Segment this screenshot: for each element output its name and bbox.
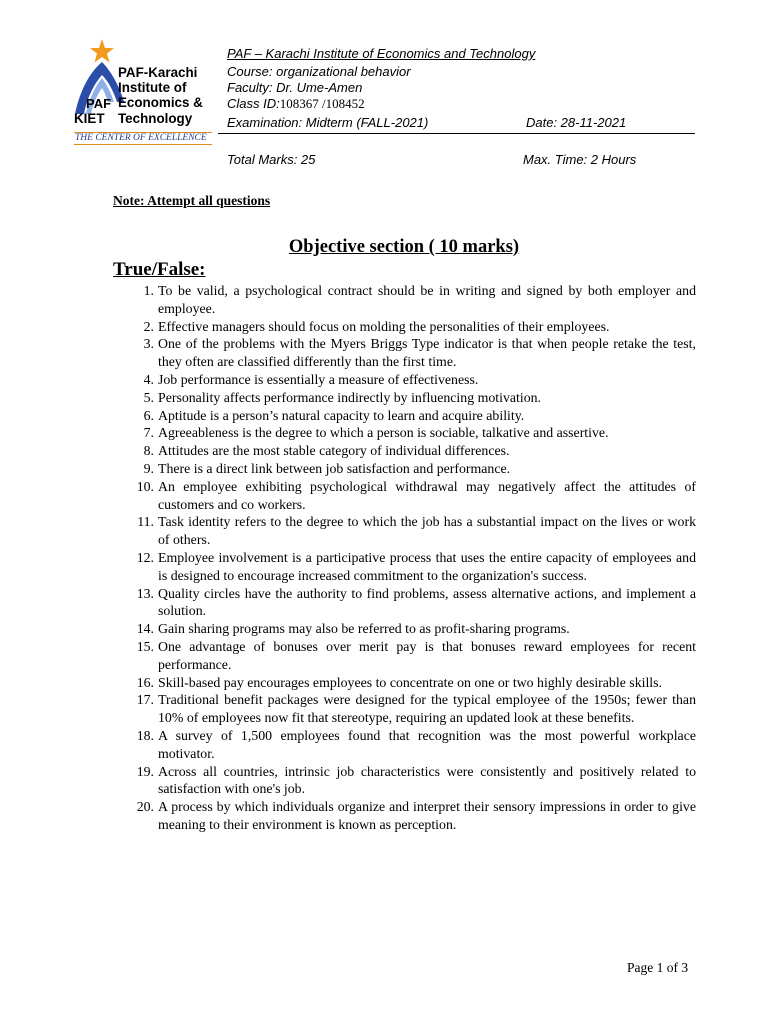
- question-number: 6.: [143, 407, 154, 423]
- question-item: [124, 424, 696, 442]
- question-item: [124, 282, 696, 318]
- question-item: [124, 478, 696, 514]
- question-item: [124, 691, 696, 727]
- question-item: [124, 638, 696, 674]
- question-number: 11.: [137, 514, 154, 530]
- question-number: 18.: [136, 727, 154, 743]
- question-item: [124, 727, 696, 763]
- question-number: 5.: [143, 389, 154, 405]
- question-number: 7.: [143, 425, 154, 441]
- question-text: A survey of 1,500 employees found that recognition was the most powerful workplace motivator.: [158, 727, 696, 761]
- page-number: Page 1 of 3: [627, 960, 689, 975]
- logo-text-line: Economics &: [118, 95, 203, 110]
- logo-text-line: Institute of: [118, 80, 187, 95]
- logo-paf-text: PAF: [86, 96, 112, 111]
- section-title: Objective section ( 10 marks): [288, 237, 520, 257]
- question-number: 20.: [136, 799, 154, 815]
- question-text: Gain sharing programs may also be referred to as profit-sharing programs.: [158, 621, 570, 637]
- question-text: A process by which individuals organize and interpret their sensory impressions in order to give meaning to their environment is known as perception.: [158, 799, 696, 832]
- question-text: An employee exhibiting psychological withdrawal may negatively affect the attitudes of customers and co workers.: [158, 478, 696, 512]
- question-text: Employee involvement is a participative process that uses the entire capacity of employees and is designed to encourage increased commitment to the organization's success.: [158, 549, 696, 583]
- class-id: [227, 96, 365, 111]
- logo-text-line: PAF-Karachi: [118, 65, 198, 80]
- question-item: [124, 335, 696, 371]
- question-item: [124, 549, 696, 585]
- question-number: 2.: [143, 318, 154, 334]
- question-text: To be valid, a psychological contract should be in writing and signed by both employer and employee.: [158, 283, 696, 316]
- logo-kiet-text: KIET: [74, 111, 105, 126]
- question-text: Agreeableness is the degree to which a person is sociable, talkative and assertive.: [158, 425, 609, 441]
- question-item: [124, 371, 696, 389]
- question-item: [124, 620, 696, 638]
- question-item: [124, 407, 696, 425]
- exam-date: Date: 28-11-2021: [526, 115, 627, 130]
- instruction-note: Note: Attempt all questions: [113, 193, 271, 208]
- total-marks: Total Marks: 25: [227, 152, 316, 167]
- question-text: Task identity refers to the degree to which the job has a substantial impact on the lives or work of others.: [158, 514, 696, 548]
- question-item: [124, 318, 696, 336]
- question-text: One of the problems with the Myers Briggs Type indicator is that when people retake the test, they often are classified differently than the first time.: [158, 336, 696, 370]
- header-divider: [218, 133, 695, 134]
- question-item: [124, 389, 696, 407]
- question-number: 13.: [136, 585, 154, 601]
- question-item: [124, 442, 696, 460]
- question-number: 4.: [143, 371, 154, 387]
- question-item: [124, 460, 696, 478]
- question-text: Job performance is essentially a measure of effectiveness.: [158, 371, 479, 387]
- question-text: There is a direct link between job satisfaction and performance.: [158, 460, 511, 476]
- class-id-label: Class ID:: [227, 96, 280, 111]
- institute-logo: [72, 38, 214, 148]
- question-number: 14.: [136, 621, 154, 637]
- question-text: Attitudes are the most stable category of individual differences.: [158, 443, 510, 459]
- question-item: [124, 763, 696, 799]
- question-text: Quality circles have the authority to find problems, assess alternative actions, and implement a solution.: [158, 585, 696, 619]
- question-text: Effective managers should focus on molding the personalities of their employees.: [158, 318, 610, 334]
- question-type-heading: True/False:: [113, 259, 206, 280]
- question-item: [124, 513, 696, 549]
- star-icon: [90, 39, 114, 63]
- question-text: One advantage of bonuses over merit pay is that bonuses reward employees for recent performance.: [158, 638, 696, 672]
- question-number: 8.: [143, 443, 154, 459]
- question-item: [124, 798, 696, 834]
- institute-name: PAF – Karachi Institute of Economics and Technology: [227, 46, 536, 61]
- question-text: Across all countries, intrinsic job characteristics were consistently and positively related to satisfaction with one's job.: [158, 763, 696, 797]
- question-number: 3.: [143, 336, 154, 352]
- question-number: 12.: [136, 549, 154, 565]
- question-number: 19.: [136, 763, 154, 779]
- question-item: [124, 585, 696, 621]
- examination: Examination: Midterm (FALL-2021): [227, 115, 429, 130]
- class-id-value: 108367 /108452: [279, 96, 365, 111]
- question-text: Personality affects performance indirectly by influencing motivation.: [158, 389, 542, 405]
- faculty-name: Faculty: Dr. Ume-Amen: [227, 80, 363, 95]
- logo-tagline: THE CENTER OF EXCELLENCE: [74, 132, 212, 145]
- question-item: [124, 674, 696, 692]
- question-text: Aptitude is a person’s natural capacity to learn and acquire ability.: [158, 407, 525, 423]
- question-text: Skill-based pay encourages employees to concentrate on one or two highly desirable skills.: [158, 674, 663, 690]
- question-list: [124, 282, 696, 834]
- question-number: 10.: [136, 478, 154, 494]
- question-text: Traditional benefit packages were designed for the typical employee of the 1950s; fewer than 10% of employees now fit that stereotype, requiring an updated look at these benefits.: [158, 692, 696, 726]
- max-time: Max. Time: 2 Hours: [523, 152, 637, 167]
- question-number: 17.: [136, 692, 154, 708]
- logo-text-line: Technology: [118, 111, 193, 126]
- question-number: 9.: [143, 460, 154, 476]
- question-number: 1.: [143, 283, 154, 298]
- course-name: Course: organizational behavior: [227, 64, 411, 79]
- question-number: 16.: [136, 674, 154, 690]
- question-number: 15.: [136, 638, 154, 654]
